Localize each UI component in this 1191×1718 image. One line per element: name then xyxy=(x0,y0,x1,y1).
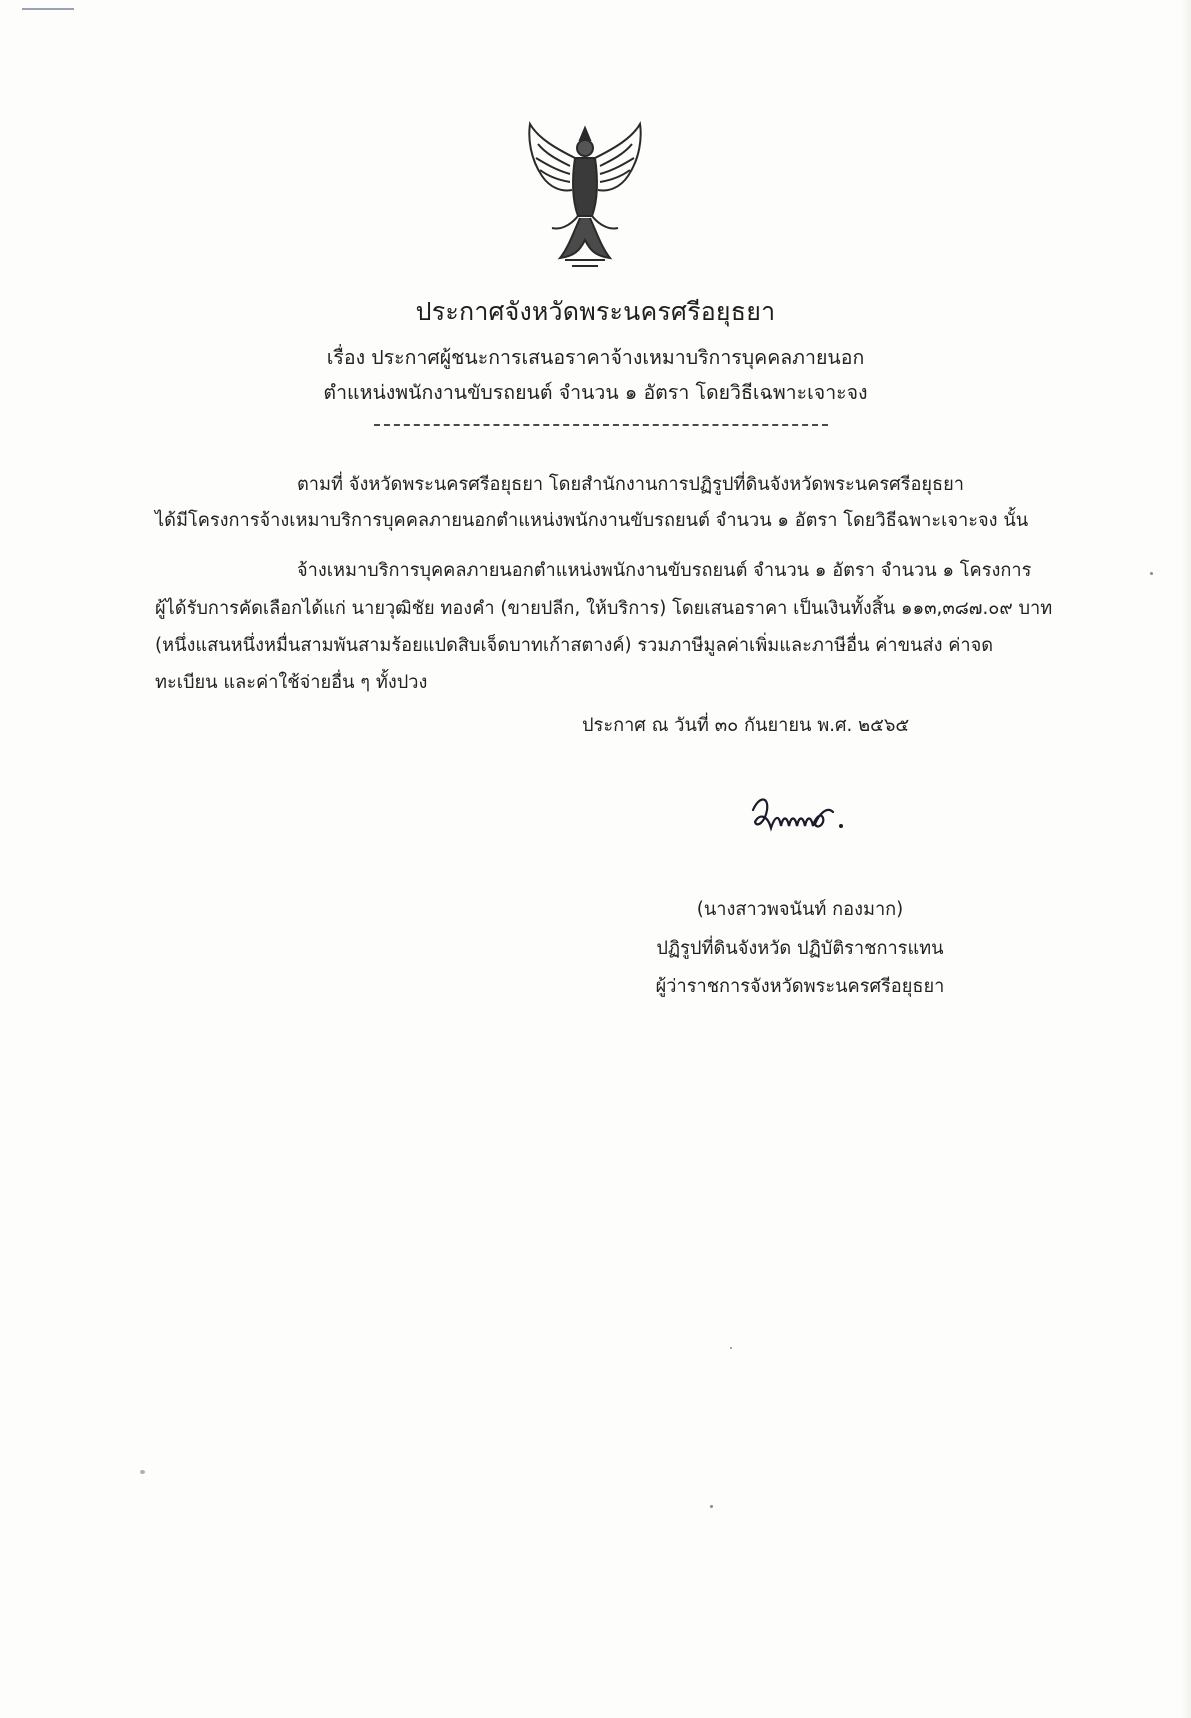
scan-speck xyxy=(730,1347,732,1349)
dashed-divider xyxy=(374,424,828,426)
handwritten-signature xyxy=(745,788,865,848)
document-title: ประกาศจังหวัดพระนครศรีอยุธยา xyxy=(415,297,776,326)
garuda-emblem-icon xyxy=(520,118,650,270)
scan-edge-mark xyxy=(22,8,74,10)
paragraph-line: (หนึ่งแสนหนึ่งหมื่นสามพันสามร้อยแปดสิบเจ็ดบาทเก้าสตางค์) รวมภาษีมูลค่าเพิ่มและภาษีอื่น ค่าขนส่ง ค่าจด xyxy=(155,635,994,656)
paragraph-line: ตามที่ จังหวัดพระนครศรีอยุธยา โดยสำนักงานการปฏิรูปที่ดินจังหวัดพระนครศรีอยุธยา xyxy=(297,474,964,495)
paragraph-line: ทะเบียน และค่าใช้จ่ายอื่น ๆ ทั้งปวง xyxy=(155,672,428,693)
paragraph-line: ผู้ได้รับการคัดเลือกได้แก่ นายวุฒิชัย ทองคำ (ขายปลีก, ให้บริการ) โดยเสนอราคา เป็นเงินทั้งสิ้น ๑๑๓,๓๘๗.๐๙ บาท xyxy=(155,598,1053,619)
scan-speck xyxy=(710,1505,713,1508)
signer-position: ปฏิรูปที่ดินจังหวัด ปฏิบัติราชการแทน xyxy=(656,938,944,959)
subject-line: ตำแหน่งพนักงานขับรถยนต์ จำนวน ๑ อัตรา โดยวิธีเฉพาะเจาะจง xyxy=(323,381,868,404)
scan-speck xyxy=(1150,572,1153,575)
signer-name: (นางสาวพจนันท์ กองมาก) xyxy=(696,899,904,920)
announcement-date: ประกาศ ณ วันที่ ๓๐ กันยายน พ.ศ. ๒๕๖๕ xyxy=(582,715,910,736)
paragraph-line: ได้มีโครงการจ้างเหมาบริการบุคคลภายนอกตำแหน่งพนักงานขับรถยนต์ จำนวน ๑ อัตรา โดยวิธีฉพาะเจาะจง นั้น xyxy=(155,510,1029,531)
subject-line: เรื่อง ประกาศผู้ชนะการเสนอราคาจ้างเหมาบริการบุคคลภายนอก xyxy=(326,346,865,369)
scan-speck xyxy=(140,1470,145,1474)
scan-right-edge xyxy=(1181,0,1191,1718)
signer-on-behalf-of: ผู้ว่าราชการจังหวัดพระนครศรีอยุธยา xyxy=(655,976,945,997)
paragraph-line: จ้างเหมาบริการบุคคลภายนอกตำแหน่งพนักงานขับรถยนต์ จำนวน ๑ อัตรา จำนวน ๑ โครงการ xyxy=(297,560,1032,581)
